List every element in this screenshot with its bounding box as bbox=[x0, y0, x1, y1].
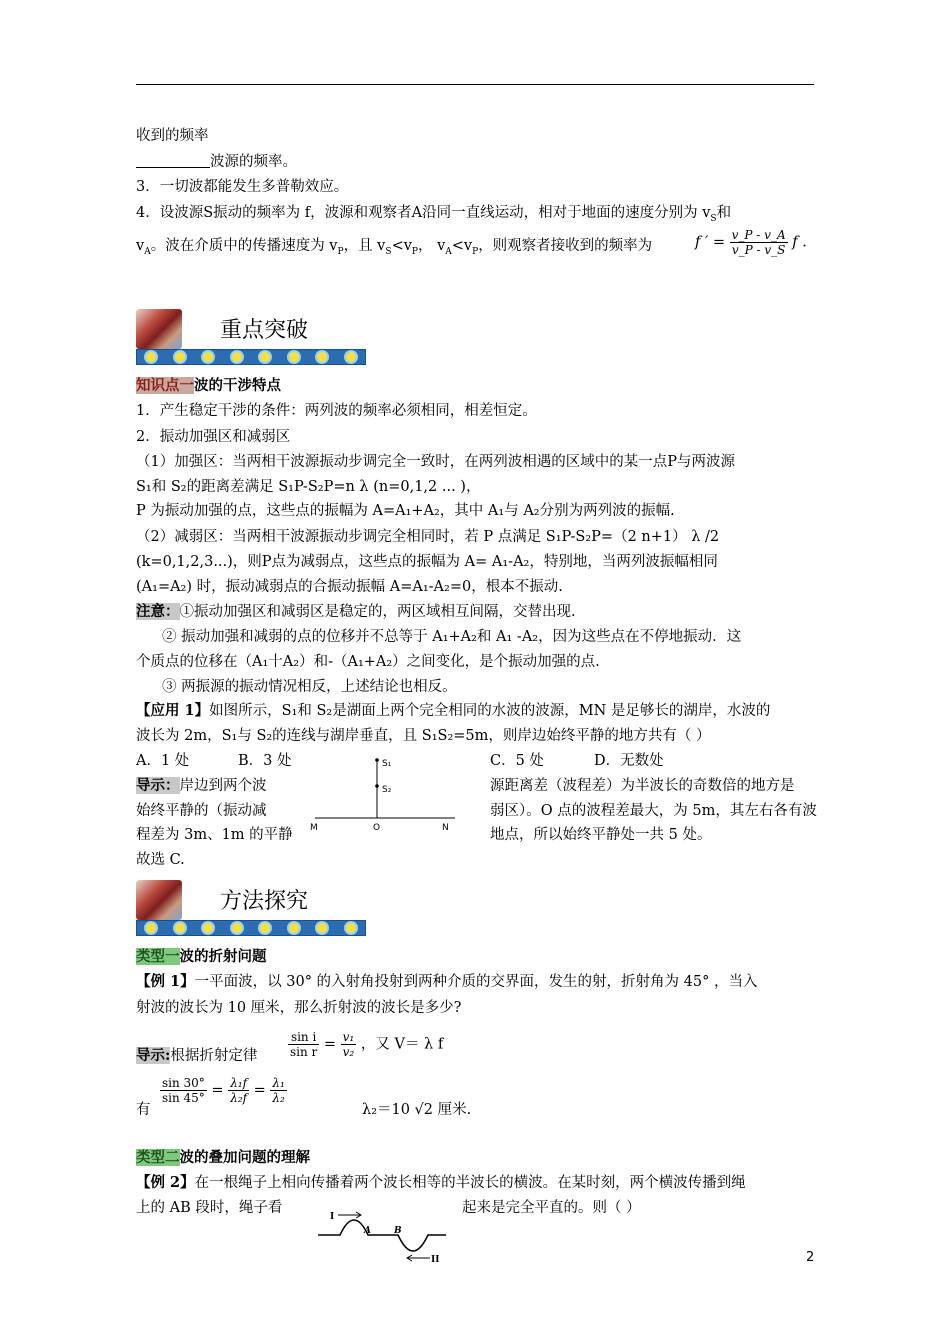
note-line: 注意：①振动加强区和减弱区是稳定的，两区域相互间隔，交替出现. bbox=[136, 603, 576, 620]
paragraph: (A₁=A₂) 时，振动减弱点的合振动振幅 A=A₁-A₂=0，根本不振动. bbox=[136, 579, 563, 595]
example-line: 【例 1】一平面波，以 30° 的入射角投射到两种介质的交界面，发生的射，折射角为 45° ，当入 bbox=[136, 973, 758, 990]
label-s1: S₁ bbox=[382, 759, 392, 769]
paragraph: 2．振动加强区和减弱区 bbox=[136, 429, 291, 445]
header-rule bbox=[136, 84, 814, 85]
wave-source-figure bbox=[300, 748, 470, 838]
example-line: 上的 AB 段时，绳子看 bbox=[136, 1200, 283, 1216]
paragraph: (k=0,1,2,3...)，则P点为减弱点，这些点的振幅为 A= A₁-A₂，特别地，当两列波振幅相同 bbox=[136, 554, 718, 570]
example-line: 【例 2】在一根绳子上相向传播着两个波长相等的半波长的横波。在某时刻，两个横波传播到绳 bbox=[136, 1174, 746, 1191]
banner-emblem-image bbox=[136, 309, 182, 349]
label-n: N bbox=[442, 823, 449, 833]
source-s1-dot bbox=[375, 758, 379, 762]
banner-sun-strip bbox=[136, 920, 366, 936]
note-line: 个质点的位移在（A₁十A₂）和-（A₁+A₂）之间变化，是个振动加强的点. bbox=[136, 654, 600, 670]
application-line: 【应用 1】如图所示，S₁和 S₂是湖面上两个完全相同的水波的波源，MN 是足够长的湖岸，水波的 bbox=[136, 702, 771, 719]
example-line: 射波的波长为 10 厘米，那么折射波的波长是多少? bbox=[136, 1000, 462, 1016]
banner-sun-strip bbox=[136, 349, 366, 365]
label-b: B bbox=[394, 1226, 402, 1236]
guide-refraction: 导示:根据折射定律 bbox=[136, 1047, 258, 1064]
label-m: M bbox=[310, 823, 318, 833]
knowledge-point-heading: 知识点一波的干涉特点 bbox=[136, 377, 281, 394]
application-line: 波长为 2m，S₁与 S₂的连线与湖岸垂直，且 S₁S₂=5m，则岸边始终平静的地方共有（ ） bbox=[136, 728, 711, 744]
label-o: O bbox=[373, 823, 381, 833]
paragraph: 1．产生稳定干涉的条件：两列波的频率必须相同，相差恒定。 bbox=[136, 403, 537, 419]
guide-left: 始终平静的（振动减 bbox=[136, 803, 267, 819]
section-heading: 方法探究 bbox=[220, 889, 309, 914]
label-a: A bbox=[364, 1226, 371, 1236]
banner-emblem-image bbox=[136, 880, 182, 920]
refraction-formula: $\frac{\text{sin i}}{\text{sin r}}$ = $\frac{\text{v₁}}{\text{v₂}}$ ，又 V＝ λ f bbox=[290, 1030, 444, 1059]
label-i: I bbox=[330, 1212, 335, 1222]
note-line: ③ 两振源的振动情况相反，上述结论也相反。 bbox=[162, 679, 457, 695]
option-b: B．3 处 bbox=[238, 753, 292, 769]
paragraph: S₁和 S₂的距离差满足 S₁P-S₂P=n λ (n=0,1,2 ... )， bbox=[136, 479, 481, 495]
option-c: C．5 处 bbox=[490, 753, 544, 769]
intro-item3: 3．一切波都能发生多普勒效应。 bbox=[136, 179, 349, 195]
type-heading: 类型一波的折射问题 bbox=[136, 948, 267, 965]
intro-item4-line2: $v_A$。波在介质中的传播速度为 $v_P$，且 $v_S<v_P$， $v_A<v_P$，则观察者接收到的频率为 bbox=[136, 238, 653, 257]
guide-left: 故选 C. bbox=[136, 852, 185, 868]
rope-wave-figure bbox=[312, 1205, 452, 1267]
paragraph: （2）减弱区：当两相干波源振动步调完全相同时，若 P 点满足 S₁P-S₂P=（2 n+1） λ /2 bbox=[136, 529, 720, 545]
intro-line2: 波源的频率。 bbox=[136, 151, 297, 172]
paragraph: P 为振动加强的点，这些点的振幅为 A=A₁+A₂，其中 A₁与 A₂分别为两列波的振幅. bbox=[136, 503, 675, 519]
label-ii: II bbox=[431, 1255, 440, 1265]
label-s2: S₂ bbox=[382, 785, 392, 795]
example-line: 起来是完全平直的。则（ ） bbox=[462, 1200, 641, 1216]
guide-right: 弱区）。O 点的波程差最大，为 5m，其左右各有波 bbox=[490, 803, 817, 819]
have-label: 有 bbox=[136, 1102, 151, 1118]
guide-right: 地点，所以始终平静处一共 5 处。 bbox=[490, 827, 712, 843]
option-a: A．1 处 bbox=[136, 753, 190, 769]
type-heading: 类型二波的叠加问题的理解 bbox=[136, 1149, 310, 1166]
intro-item4-line1: 4．设波源S振动的频率为 f，波源和观察者A沿同一直线运动，相对于地面的速度分别为 $v_S$和 bbox=[136, 205, 732, 224]
option-d: D．无数处 bbox=[594, 753, 664, 769]
paragraph: （1）加强区：当两相干波源振动步调完全一致时，在两列波相遇的区域中的某一点P与两波源 bbox=[136, 454, 735, 470]
page-number: 2 bbox=[806, 1250, 815, 1265]
source-s2-dot bbox=[375, 784, 379, 788]
note-line: ② 振动加强和减弱的点的位移并不总等于 A₁+A₂和 A₁ -A₂，因为这些点在不停地振动．这 bbox=[162, 629, 742, 645]
guide-left: 导示：岸边到两个波 bbox=[136, 777, 267, 794]
intro-line1: 收到的频率 bbox=[136, 128, 209, 144]
guide-right: 源距离差（波程差）为半波长的奇数倍的地方是 bbox=[490, 778, 795, 794]
ratio-formula: $\frac{\sin 30^\circ}{\sin 45^\circ}$ = $\frac{\text{λ₁f}}{\text{λ₂f}}$ = $\frac{\text{λ₁}}{\text{λ₂}}$ bbox=[162, 1076, 285, 1105]
rope-curve bbox=[318, 1220, 446, 1251]
section-heading: 重点突破 bbox=[220, 318, 309, 343]
refraction-result: λ₂＝10 √2 厘米. bbox=[362, 1102, 472, 1118]
doppler-formula: f ′ = $\frac{v\_P - v\_A}{v\_P - v\_S}$ f . bbox=[695, 228, 807, 257]
guide-left: 程差为 3m、1m 的平静 bbox=[136, 827, 293, 843]
